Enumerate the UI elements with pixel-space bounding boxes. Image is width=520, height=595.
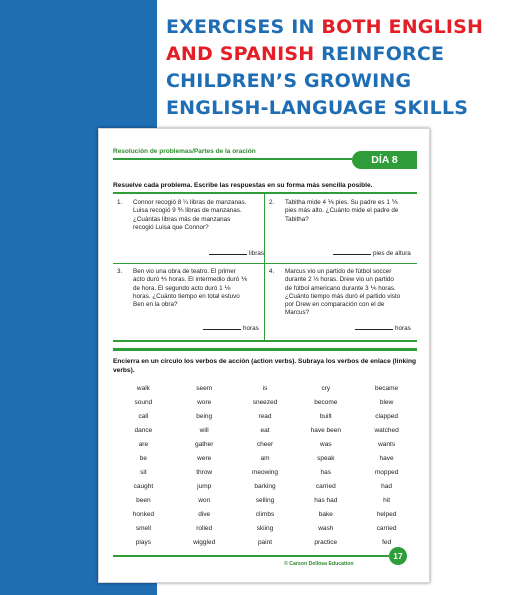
headline-line4: ENGLISH-LANGUAGE SKILLS xyxy=(166,97,469,119)
verb-word[interactable]: sit xyxy=(140,469,147,476)
headline-line2-blue: REINFORCE xyxy=(314,43,445,65)
verb-word[interactable]: helped xyxy=(376,511,397,518)
page-number-badge: 17 xyxy=(389,547,407,565)
copyright-text: © Carson Dellosa Education xyxy=(284,561,354,567)
verb-word[interactable]: throw xyxy=(196,469,213,476)
answer-line-4 xyxy=(355,325,411,332)
verb-word[interactable]: bake xyxy=(318,511,333,518)
verb-word[interactable]: read xyxy=(258,413,272,420)
verb-word[interactable]: gather xyxy=(194,441,214,448)
verb-word[interactable]: been xyxy=(136,497,151,504)
headline-line1-blue: EXERCISES IN xyxy=(166,16,322,38)
verb-word[interactable]: built xyxy=(319,413,332,420)
verb-word[interactable]: rolled xyxy=(196,525,213,532)
verb-word[interactable]: had xyxy=(381,483,393,490)
verb-word[interactable]: has xyxy=(320,469,332,476)
answer-blank[interactable] xyxy=(333,254,371,255)
problem-text: Ben vio una obra de teatro. El primer acto duró ⅘ horas. El intermedio duró ⅙ de hora. El segundo acto duró 1 ⅙ horas. ¿Cuánto tiempo en total estuvo Ben en la obra? xyxy=(133,268,248,309)
verb-word[interactable]: are xyxy=(138,441,149,448)
verb-row xyxy=(113,522,417,536)
verb-word[interactable]: hit xyxy=(383,497,391,504)
verb-word[interactable]: paint xyxy=(257,539,273,546)
problem-number: 3. xyxy=(117,268,123,275)
verb-word[interactable]: plays xyxy=(135,539,151,546)
promo-headline xyxy=(166,14,516,122)
verb-word[interactable]: sound xyxy=(134,399,153,406)
answer-blank[interactable] xyxy=(355,329,393,330)
grid-vertical-divider xyxy=(264,194,265,340)
verb-word[interactable]: wash xyxy=(318,525,334,532)
verb-row xyxy=(113,480,417,494)
problem-grid xyxy=(113,192,417,342)
headline-line2-red: AND SPANISH xyxy=(166,43,315,65)
verb-word[interactable]: fed xyxy=(382,539,392,546)
verb-word[interactable]: smell xyxy=(135,525,151,532)
problem-text: Connor recogió 8 ¼ libras de manzanas. Luisa recogió 9 ⅗ libras de manzanas. ¿Cuántas libras más de manzanas recogió Luisa que Connor? xyxy=(133,199,247,231)
verb-word[interactable]: cry xyxy=(321,385,331,392)
verb-row xyxy=(113,396,417,410)
verb-word[interactable]: climbs xyxy=(255,511,275,518)
answer-blank[interactable] xyxy=(209,254,247,255)
verb-word[interactable]: caught xyxy=(133,483,154,490)
problem-number: 2. xyxy=(269,199,275,206)
answer-unit: horas xyxy=(243,325,259,332)
verb-row xyxy=(113,508,417,522)
problem-number: 1. xyxy=(117,199,123,206)
answer-line-2 xyxy=(333,250,411,257)
problem-text: Marcus vio un partido de fútbol soccer durante 2 ⅓ horas. Drew vio un partido de fútbol americano durante 3 ⅙ horas. ¿Cuánto tiempo más duró el partido visto por Drew en comparación con el de Marcus? xyxy=(285,268,401,317)
verb-word[interactable]: have been xyxy=(310,427,341,434)
verb-word[interactable]: was xyxy=(320,441,332,448)
verb-row xyxy=(113,410,417,424)
section-divider xyxy=(113,348,417,351)
answer-unit: pies de altura xyxy=(373,250,411,257)
verb-row xyxy=(113,536,417,550)
verb-word[interactable]: blew xyxy=(379,399,394,406)
verb-grid xyxy=(113,382,417,550)
verb-word[interactable]: seem xyxy=(196,385,213,392)
verb-word[interactable]: will xyxy=(199,427,209,434)
verb-word[interactable]: be xyxy=(139,455,148,462)
verb-word[interactable]: honked xyxy=(132,511,155,518)
answer-line-1 xyxy=(209,250,264,257)
verb-word[interactable]: watched xyxy=(374,427,399,434)
verb-word[interactable]: sneezed xyxy=(252,399,278,406)
verb-word[interactable]: practice xyxy=(314,539,338,546)
verb-word[interactable]: have xyxy=(379,455,394,462)
answer-line-3 xyxy=(203,325,259,332)
verb-word[interactable]: became xyxy=(375,385,399,392)
problem-number: 4. xyxy=(269,268,275,275)
verb-word[interactable]: were xyxy=(197,455,212,462)
verb-row xyxy=(113,424,417,438)
verb-word[interactable]: dive xyxy=(198,511,211,518)
worksheet-topic: Resolución de problemas/Partes de la oración xyxy=(113,148,256,155)
verb-word[interactable]: jump xyxy=(197,483,212,490)
verb-row xyxy=(113,466,417,480)
verb-row xyxy=(113,494,417,508)
worksheet-page xyxy=(98,128,430,583)
verb-word[interactable]: clapped xyxy=(375,413,398,420)
problem-instructions: Resuelve cada problema. Escribe las respuestas en su forma más sencilla posible. xyxy=(113,182,373,189)
verb-row xyxy=(113,452,417,466)
verb-word[interactable]: carried xyxy=(315,483,336,490)
verb-word[interactable]: wiggled xyxy=(193,539,216,546)
verb-word[interactable]: wants xyxy=(378,441,396,448)
header-rule xyxy=(113,158,352,160)
verb-word[interactable]: won xyxy=(198,497,211,504)
verb-word[interactable]: skiing xyxy=(256,525,274,532)
verb-row xyxy=(113,438,417,452)
verb-word[interactable]: has had xyxy=(314,497,338,504)
verb-word[interactable]: mopped xyxy=(374,469,399,476)
problem-text: Tabitha mide 4 ⅙ pies. Su padre es 1 ⅚ pies más alto. ¿Cuánto mide el padre de Tabitha? xyxy=(285,199,399,223)
answer-blank[interactable] xyxy=(203,329,241,330)
headline-line1-red: BOTH ENGLISH xyxy=(321,16,484,38)
verb-word[interactable]: wore xyxy=(197,399,212,406)
verb-word[interactable]: become xyxy=(314,399,338,406)
answer-unit: horas xyxy=(395,325,411,332)
verb-word[interactable]: call xyxy=(138,413,149,420)
verb-word[interactable]: walk xyxy=(136,385,150,392)
verb-word[interactable]: am xyxy=(260,455,270,462)
verb-word[interactable]: selling xyxy=(255,497,275,504)
grid-horizontal-divider xyxy=(113,263,417,264)
verb-word[interactable]: is xyxy=(262,385,268,392)
verb-word[interactable]: barking xyxy=(254,483,276,490)
verb-word[interactable]: meowing xyxy=(251,469,278,476)
headline-line3: CHILDREN’S GROWING xyxy=(166,70,412,92)
verb-word[interactable]: dance xyxy=(134,427,153,434)
verb-word[interactable]: carried xyxy=(376,525,397,532)
verb-instructions: Encierra en un círculo los verbos de acción (action verbs). Subraya los verbos de enlace (linking verbs). xyxy=(113,358,417,374)
day-badge: DÍA 8 xyxy=(352,151,417,169)
verb-row xyxy=(113,382,417,396)
footer-rule xyxy=(113,555,389,557)
verb-word[interactable]: eat xyxy=(260,427,270,434)
verb-word[interactable]: being xyxy=(196,413,213,420)
verb-word[interactable]: cheer xyxy=(256,441,274,448)
verb-word[interactable]: speak xyxy=(317,455,335,462)
answer-unit: libras xyxy=(249,250,265,257)
